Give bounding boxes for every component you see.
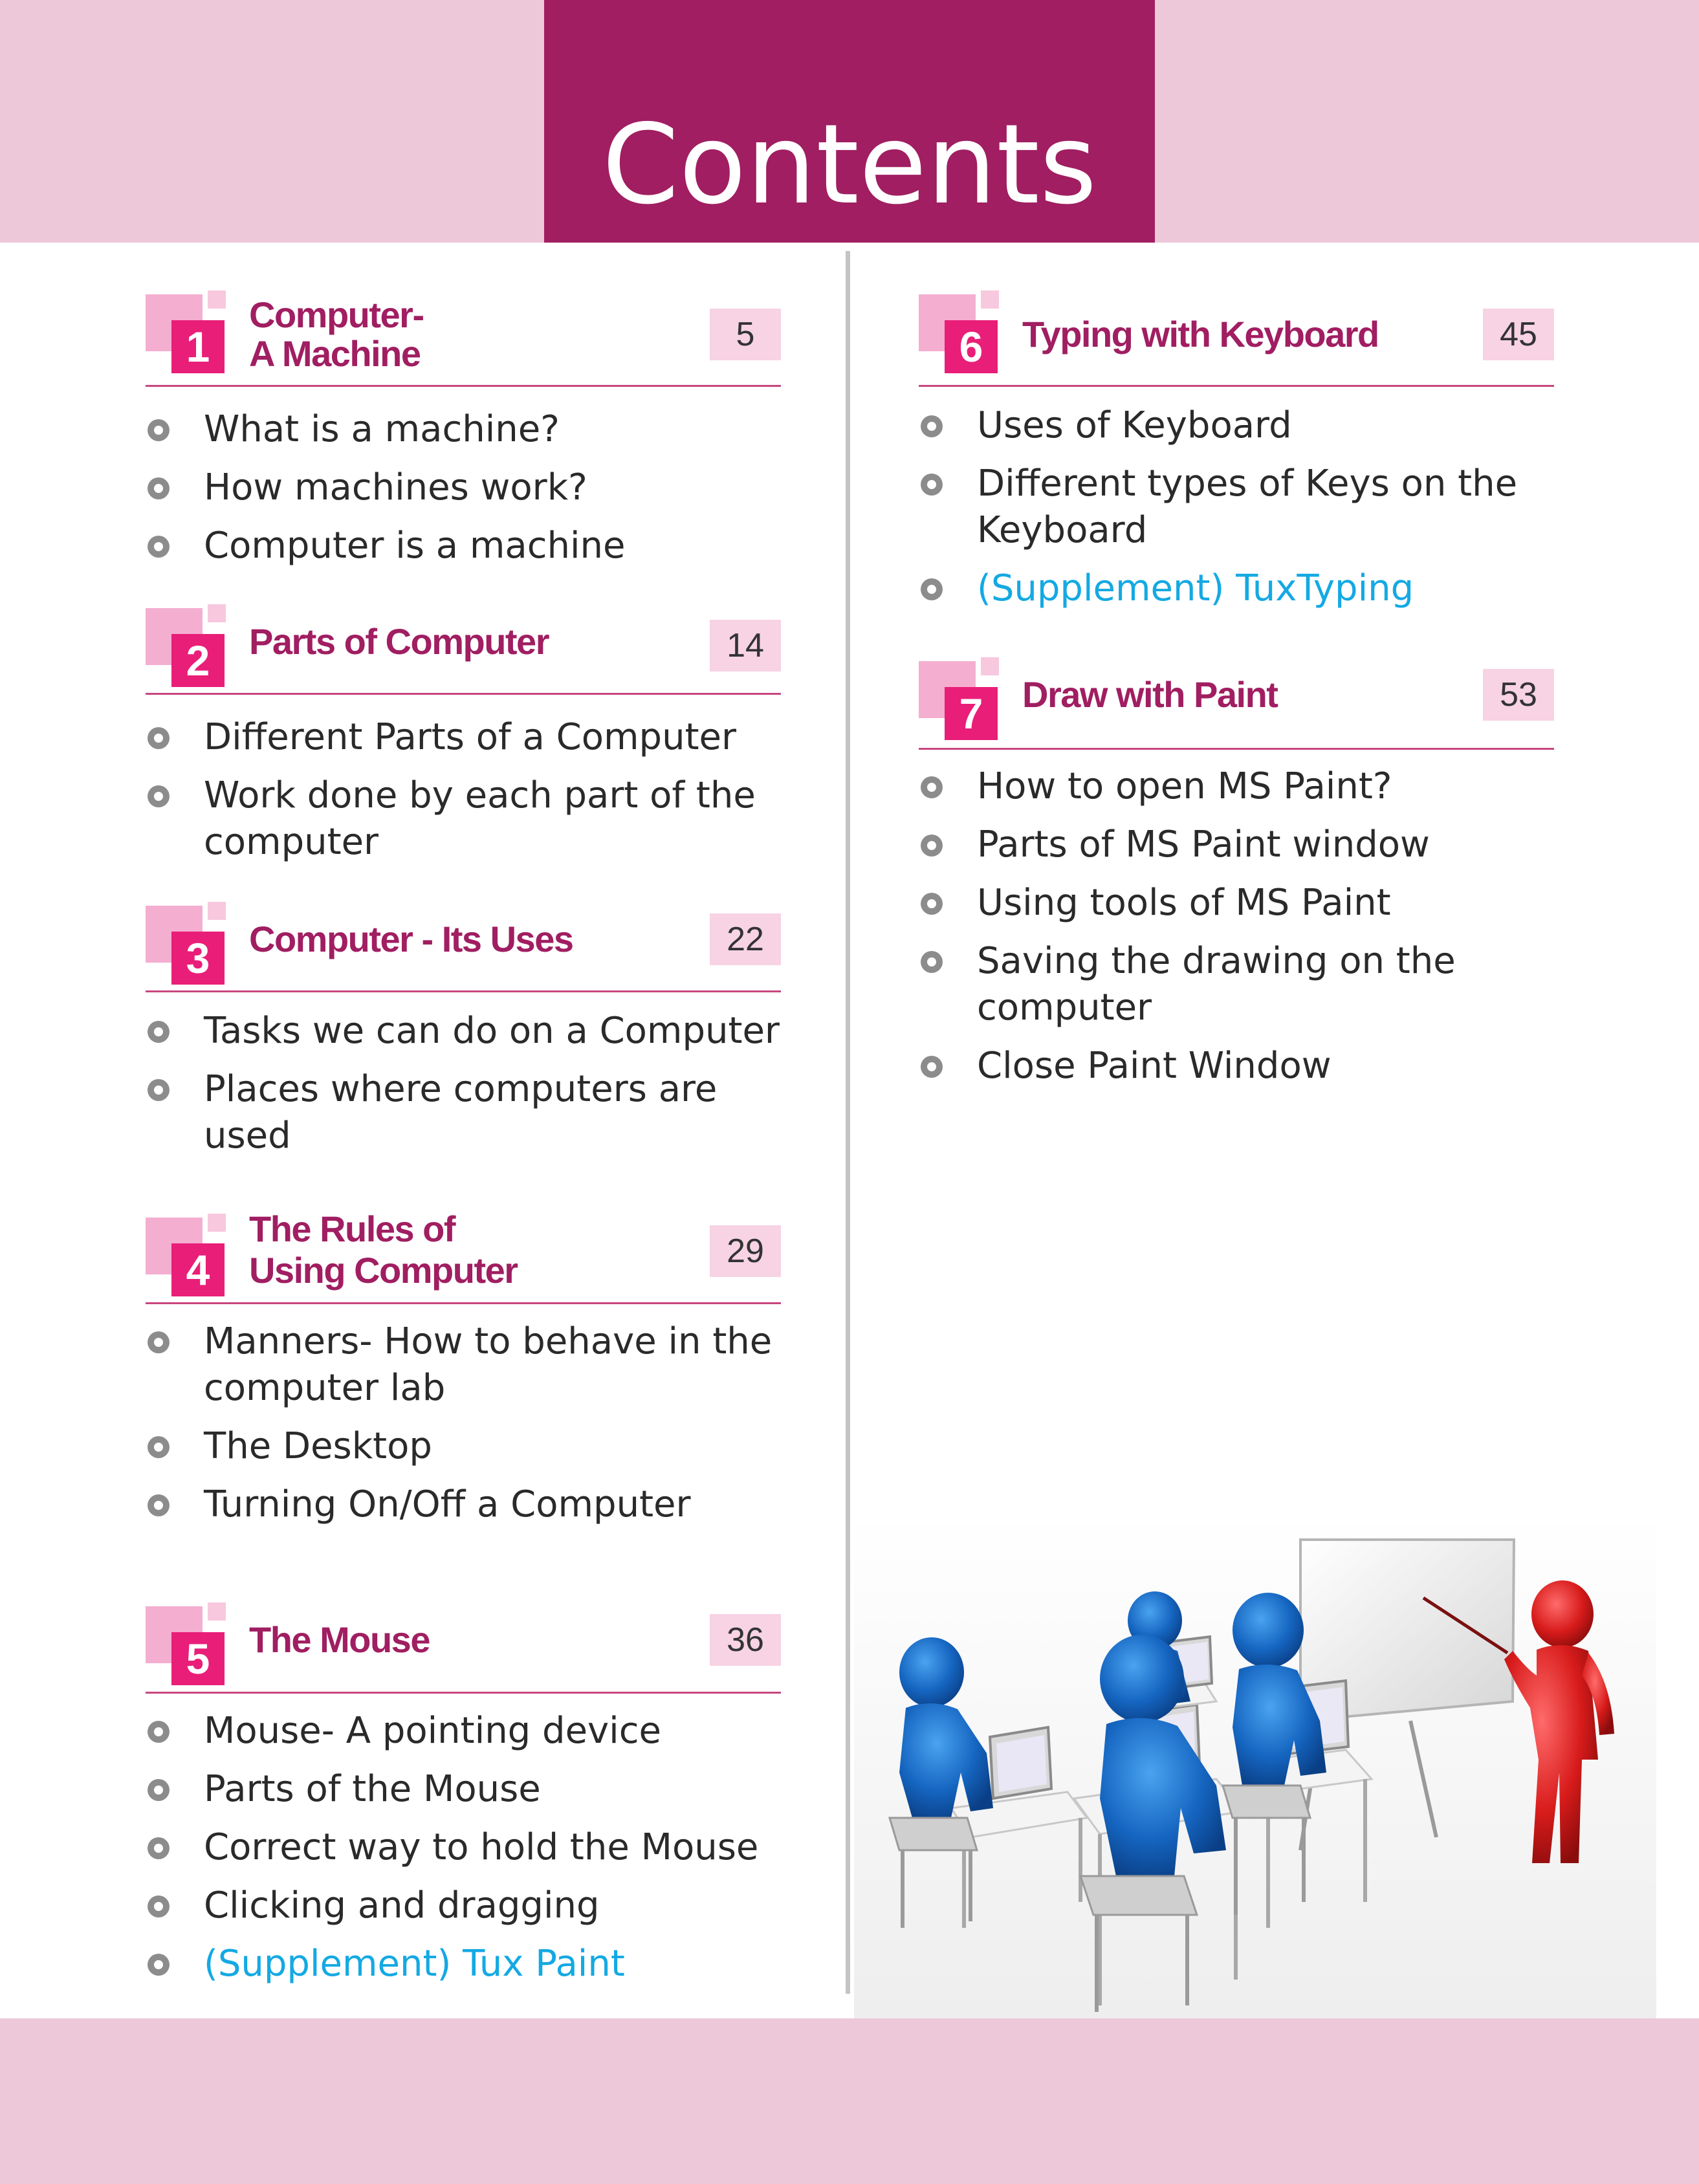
topic-text-line1: Different types of Keys on the	[977, 463, 1518, 505]
supplement-text: (Supplement) Tux Paint	[204, 1943, 625, 1985]
chapter-6-number: 6	[945, 320, 998, 373]
chapter-4-title-line1: The Rules of	[249, 1208, 455, 1249]
topic-text: Parts of the Mouse	[204, 1768, 541, 1810]
bullet-icon	[148, 536, 170, 558]
bullet-icon	[921, 474, 943, 496]
bullet-icon	[921, 776, 943, 798]
topic-text-line2: computer	[204, 821, 379, 863]
bullet-icon	[148, 1079, 170, 1101]
chapter-3-title: Computer - Its Uses	[249, 919, 573, 959]
topic-text: Clicking and dragging	[204, 1884, 600, 1927]
topic-text: Computer is a machine	[204, 525, 626, 567]
supplement-text: (Supplement) TuxTyping	[977, 567, 1414, 609]
chapter-3-page-number: 22	[710, 913, 781, 965]
bullet-icon	[148, 477, 170, 499]
chapter-1-number: 1	[171, 320, 225, 373]
bullet-icon	[148, 419, 170, 441]
bullet-icon	[921, 893, 943, 915]
chapter-4-page-number: 29	[710, 1225, 781, 1277]
bullet-icon	[148, 1436, 170, 1458]
chapter-3-rule	[146, 990, 781, 992]
topic-text: Parts of MS Paint window	[977, 824, 1430, 866]
chapter-2-accent-dot	[208, 604, 226, 622]
topic-text: How machines work?	[204, 466, 587, 508]
chapter-7-title: Draw with Paint	[1022, 674, 1278, 715]
topic-text-line2: computer lab	[204, 1367, 446, 1409]
chapter-5-title: The Mouse	[249, 1619, 430, 1660]
chapter-5-accent-dot	[208, 1602, 226, 1621]
topic-text-line1: Saving the drawing on the	[977, 940, 1456, 982]
chapter-2-page-number: 14	[710, 620, 781, 672]
topic-text: Mouse- A pointing device	[204, 1710, 661, 1752]
chapter-7-page-number: 53	[1483, 669, 1554, 721]
topic-text-line1: Work done by each part of the	[204, 774, 756, 816]
chapter-5-rule	[146, 1692, 781, 1694]
bullet-icon	[148, 1954, 170, 1976]
chapter-4-number: 4	[171, 1243, 225, 1296]
chapter-6-accent-dot	[981, 290, 999, 309]
chapter-6-page-number: 45	[1483, 309, 1554, 360]
bullet-icon	[148, 1721, 170, 1743]
bullet-icon	[921, 415, 943, 437]
chapter-2-rule	[146, 693, 781, 695]
chapter-7-accent-dot	[981, 657, 999, 675]
chapter-3-accent-dot	[208, 902, 226, 920]
topic-text-line2: used	[204, 1115, 291, 1157]
chapter-7-rule	[919, 748, 1554, 750]
topic-text: What is a machine?	[204, 408, 560, 450]
topic-text-line1: Places where computers are	[204, 1068, 718, 1110]
chapter-2-title: Parts of Computer	[249, 621, 549, 662]
bullet-icon	[921, 835, 943, 857]
chapter-6-rule	[919, 385, 1554, 387]
bullet-icon	[148, 1895, 170, 1917]
topic-text-line2: computer	[977, 987, 1152, 1029]
topic-text: How to open MS Paint?	[977, 765, 1392, 807]
chapter-4-rule	[146, 1302, 781, 1304]
bullet-icon	[148, 1494, 170, 1516]
topic-text-line2: Keyboard	[977, 509, 1148, 551]
topic-text: Different Parts of a Computer	[204, 716, 737, 758]
bullet-icon	[921, 1056, 943, 1078]
chapter-2-number: 2	[171, 634, 225, 687]
chapter-1-title-line2: A Machine	[249, 333, 421, 374]
topic-text: Using tools of MS Paint	[977, 882, 1391, 924]
topic-text: Close Paint Window	[977, 1045, 1332, 1087]
chapter-7-number: 7	[945, 687, 998, 740]
chapter-1-accent-dot	[208, 290, 226, 309]
chapter-1-rule	[146, 385, 781, 387]
chapter-5-page-number: 36	[710, 1614, 781, 1666]
bullet-icon	[148, 1331, 170, 1353]
topic-text: Correct way to hold the Mouse	[204, 1826, 759, 1868]
chapter-1-page-number: 5	[710, 309, 781, 360]
bullet-icon	[148, 727, 170, 749]
bullet-icon	[148, 785, 170, 807]
chapter-4-accent-dot	[208, 1214, 226, 1232]
bottom-band	[0, 2018, 1699, 2184]
topic-text: Turning On/Off a Computer	[204, 1483, 691, 1525]
chapter-4-title-line2: Using Computer	[249, 1250, 518, 1291]
bullet-icon	[148, 1779, 170, 1801]
chapter-6-title: Typing with Keyboard	[1022, 314, 1379, 355]
bullet-icon	[921, 951, 943, 973]
page-title: Contents	[602, 101, 1097, 229]
column-divider	[846, 251, 850, 1994]
classroom-teacher-illustration	[854, 1514, 1656, 2018]
bullet-icon	[148, 1021, 170, 1043]
bullet-icon	[148, 1837, 170, 1859]
topic-text: Uses of Keyboard	[977, 404, 1292, 446]
chapter-1-title-line1: Computer-	[249, 294, 424, 335]
chapter-3-number: 3	[171, 932, 225, 985]
topic-text: Tasks we can do on a Computer	[204, 1010, 780, 1052]
topic-text-line1: Manners- How to behave in the	[204, 1320, 773, 1362]
topic-text: The Desktop	[204, 1425, 432, 1467]
bullet-icon	[921, 578, 943, 600]
chapter-5-number: 5	[171, 1632, 225, 1685]
